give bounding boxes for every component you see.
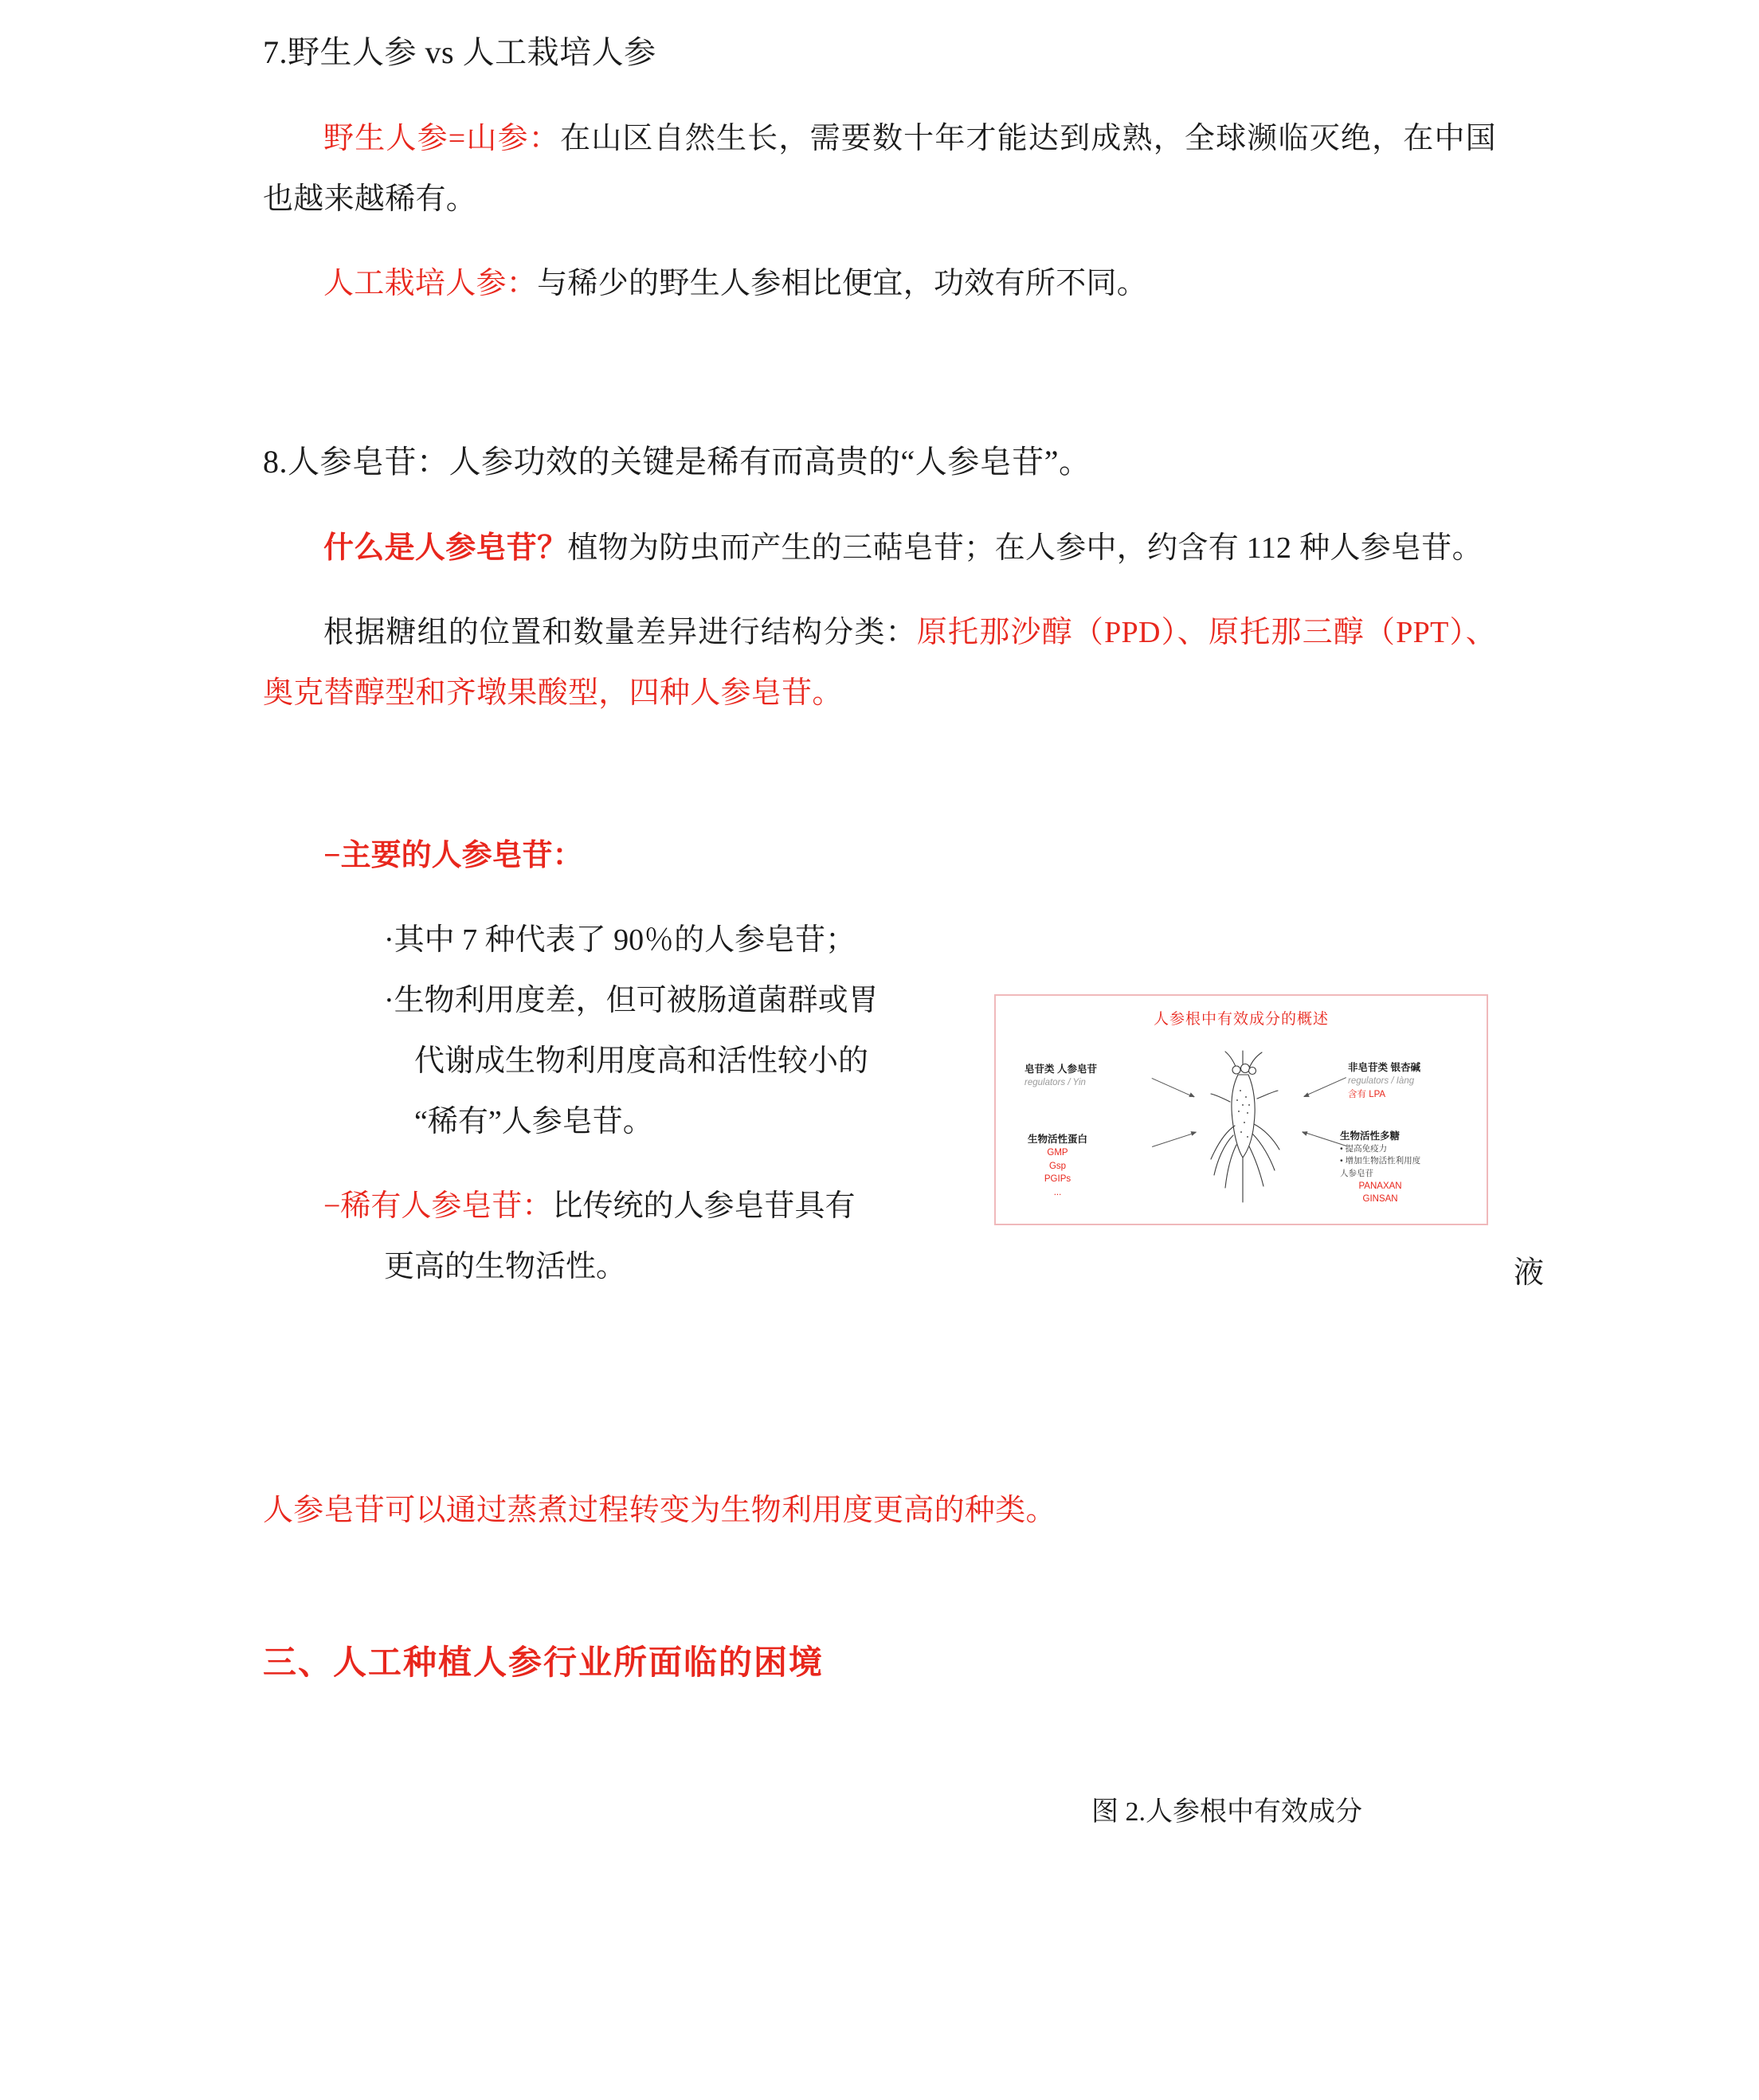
ginsenoside-question-text: 植物为防虫而产生的三萜皂苷；在人参中，约含有 112 种人参皂苷。 [567, 531, 1483, 565]
classification-lead: 根据糖组的位置和数量差异进行结构分类： [323, 616, 917, 649]
steaming-note: 人参皂苷可以通过蒸煮过程转变为生物利用度更高的种类。 [263, 1494, 1056, 1527]
arrow-bottom-left [1152, 1132, 1196, 1147]
figure-label-proteins: 生物活性蛋白 GMP Gsp PGIPs ... [1028, 1134, 1088, 1198]
figure-label-saponins: 皂苷类 人参皂苷 regulators / Yin [1024, 1064, 1097, 1088]
figure-label-non-saponins: 非皂苷类 银杏碱 regulators / Iàng 含有 LPA [1348, 1062, 1420, 1099]
cultivated-ginseng-text: 与稀少的野生人参相比便宜，功效有所不同。 [537, 267, 1148, 300]
ginseng-root-figure [994, 994, 1488, 1225]
ginseng-root-illustration [1201, 1049, 1289, 1209]
arrow-top-right [1304, 1077, 1346, 1097]
rare-ginsenoside-label: −稀有人参皂苷： [323, 1189, 553, 1223]
rare-ginsenoside-text: 比传统的人参皂苷具有 [552, 1189, 856, 1223]
cultivated-ginseng-label: 人工栽培人参： [323, 267, 538, 300]
arrow-top-left [1152, 1078, 1194, 1098]
figure-body [996, 1028, 1487, 1212]
ginsenoside-definition [263, 518, 1496, 578]
document-content [0, 29, 1759, 1732]
wrapped-character: 液 [1514, 1256, 1545, 1290]
classification-types: 原托那沙醇（PPD）、原托那三醇（PPT）、奥克替醇型和齐墩果酸型，四种人参皂苷。 [263, 616, 1496, 710]
figure-caption: 图 2.人参根中有效成分 [1091, 1797, 1362, 1827]
wild-ginseng-text: 在山区自然生长，需要数十年才能达到成熟，全球濒临灭绝，在中国也越来越稀有。 [263, 122, 1496, 216]
bullet-item-1: ·其中 7 种代表了 90％的人参皂苷； [384, 923, 856, 957]
main-ginsenosides-heading: −主要的人参皂苷： [323, 839, 583, 872]
section-7-paragraph-2 [263, 253, 1496, 314]
ginsenoside-classification [263, 602, 1496, 723]
figure-label-polysaccharides: 生物活性多糖 • 提高免疫力 • 增加生物活性利用度 人参皂苷 PANAXAN GINSAN [1340, 1130, 1421, 1205]
section-7-heading: 7.野生人参 vs 人工栽培人参 [263, 34, 656, 70]
document-page [0, 29, 1759, 2100]
ginsenoside-question-label: 什么是人参皂苷？ [323, 531, 568, 565]
section-7-paragraph-1 [263, 108, 1496, 229]
figure-title: 人参根中有效成分的概述 [1153, 1011, 1329, 1028]
bullet-item-2-line-3: “稀有”人参皂苷。 [414, 1105, 653, 1138]
rare-ginsenoside-text-2: 更高的生物活性。 [384, 1250, 627, 1283]
section-three-heading: 三、人工种植人参行业所面临的困境 [263, 1645, 825, 1682]
wild-ginseng-label: 野生人参=山参： [323, 122, 560, 155]
section-8-heading: 8.人参皂苷：人参功效的关键是稀有而高贵的“人参皂苷”。 [263, 444, 1091, 480]
bullet-item-2-line-2: 代谢成生物利用度高和活性较小的 [414, 1044, 869, 1078]
bullet-item-2-line-1: ·生物利用度差，但可被肠道菌群或胃 [384, 984, 879, 1017]
